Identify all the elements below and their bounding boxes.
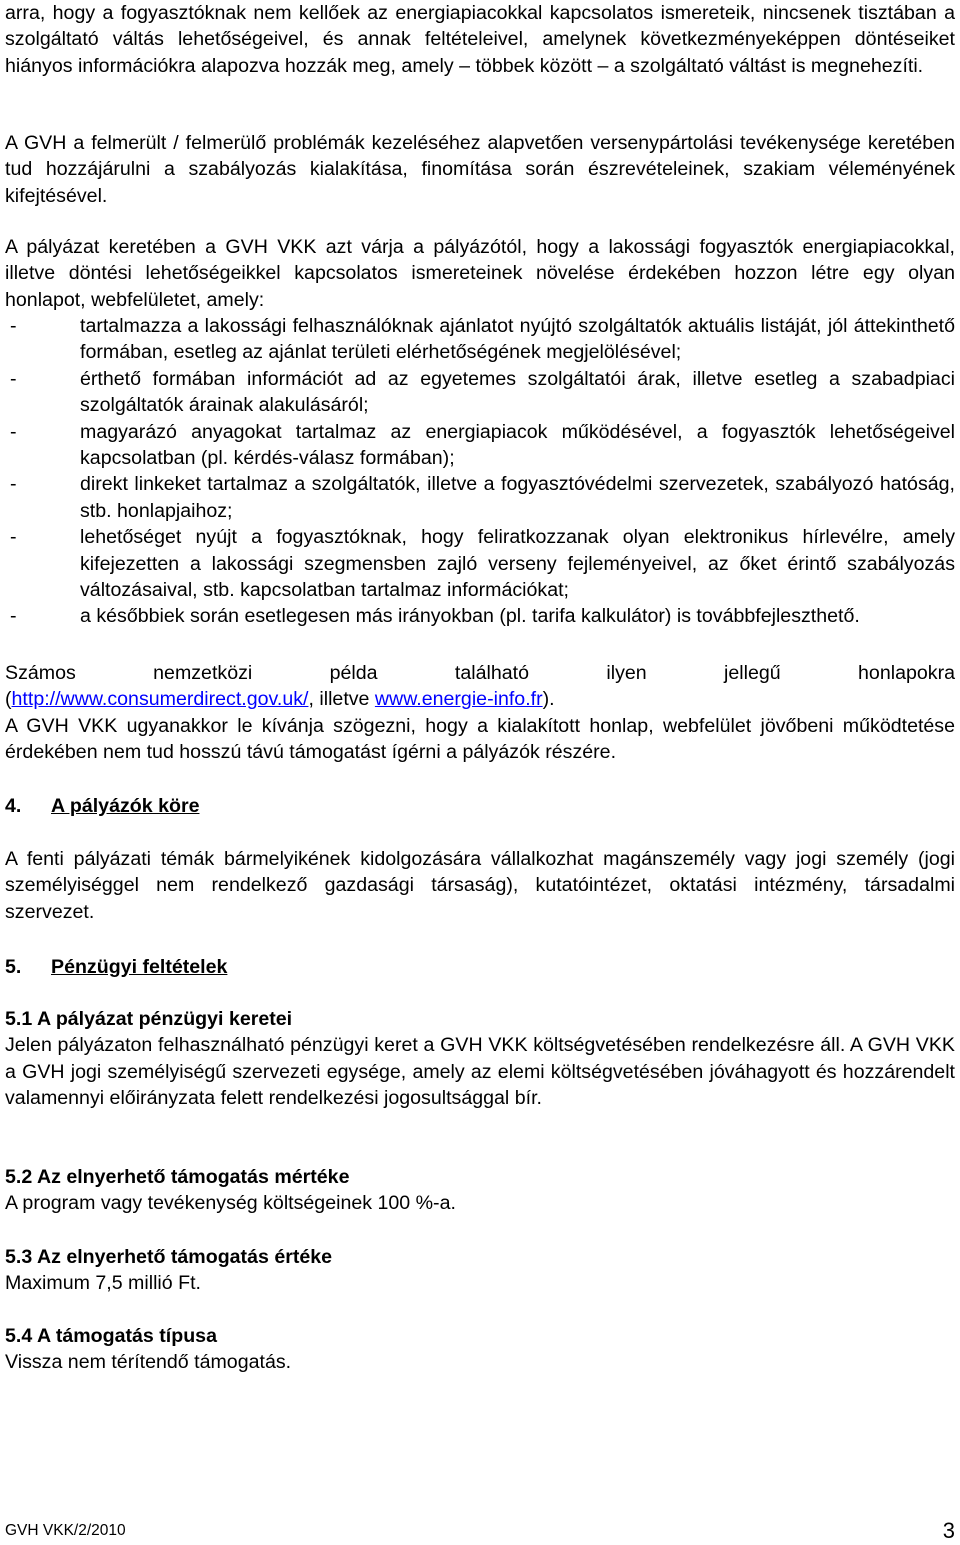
list-dash: -: [10, 315, 17, 337]
consumerdirect-link[interactable]: http://www.consumerdirect.gov.uk/: [11, 688, 309, 711]
subsection-text: Jelen pályázaton felhasználható pénzügyi keret a GVH VKK költségvetésében rendelkezésre áll. A GVH VKK a GVH jogi személyiségű szervezeti egysége, amely az elemi költségvetésében jóváhagyott és hozzárendelt valamennyi előirányzata felett rendelkezési jogosultsággal bír.: [5, 1034, 955, 1110]
list-item: [5, 603, 955, 629]
subsection-title: 5.4 A támogatás típusa: [5, 1325, 217, 1347]
list-item-text: érthető formában információt ad az egyetemes szolgáltatói árak, illetve esetleg a szabadpiaci szolgáltatók árainak alakulásáról;: [80, 367, 955, 417]
section-title: Pénzügyi feltételek: [51, 956, 228, 978]
requirements-list-block: [5, 313, 955, 630]
intro-paragraph-3: [5, 234, 955, 313]
subsection-5-4: [5, 1323, 955, 1376]
section-4-heading: [5, 793, 955, 819]
list-item: [5, 313, 955, 366]
section-number: 5.: [5, 956, 22, 978]
section-text: A fenti pályázati témák bármelyikének kidolgozására vállalkozhat magánszemély vagy jogi személy (jogi személyiséggel nem rendelkező gazdasági társaság), kutatóintézet, oktatási intézmény, társadalmi szervezet.: [5, 848, 955, 923]
list-dash: -: [10, 605, 17, 628]
section-number: 4.: [5, 795, 22, 817]
intro-text: A GVH a felmerült / felmerülő problémák kezeléséhez alapvetően versenypártolási tevékenysége keretében tud hozzájárulni a szabályozás kialakítása, finomítása során észrevételeinek, szakiam véleményének kifejtésével.: [5, 132, 955, 207]
energie-info-link[interactable]: www.energie-info.fr: [374, 688, 543, 711]
subsection-5-1: [5, 1006, 955, 1112]
list-dash: -: [10, 367, 17, 390]
examples-line: Számos nemzetközi példa található ilyen jellegű honlapokra: [5, 662, 955, 684]
subsection-5-3: [5, 1244, 955, 1297]
subsection-text: A program vagy tevékenység költségeinek 100 %-a.: [5, 1192, 456, 1215]
list-item-text: tartalmazza a lakossági felhasználóknak ajánlatot nyújtó szolgáltatók aktuális listáját, jól áttekinthető formában, esetleg az ajánlat területi elérhetőségének megjelölésével;: [80, 315, 955, 364]
subsection-5-2: [5, 1164, 955, 1217]
intro-paragraph-2: [5, 130, 955, 209]
subsection-text: Vissza nem térítendő támogatás.: [5, 1351, 292, 1374]
list-dash: -: [10, 473, 17, 496]
intro-paragraph-1: [5, 0, 955, 79]
list-item-text: a későbbiek során esetlegesen más irányokban (pl. tarifa kalkulátor) is továbbfejleszthető.: [80, 605, 860, 628]
support-note: A GVH VKK ugyanakkor le kívánja szögezni, hogy a kialakított honlap, webfelület jövőbeni működtetése érdekében nem tud hosszú távú támogatást ígérni a pályázók részére.: [5, 714, 955, 764]
section-4-body: [5, 846, 955, 925]
requirements-list: [5, 313, 955, 630]
section-title: A pályázók köre: [51, 795, 200, 817]
list-item: [5, 419, 955, 472]
list-item: [5, 366, 955, 419]
intro-text: A pályázat keretében a GVH VKK azt várja a pályázótól, hogy a lakossági fogyasztók energiapiacokkal, illetve döntési lehetőségeikkel kapcsolatos ismereteinek növelése érdekében hozzon létre egy olyan honlapot, webfelületet, amely:: [5, 236, 955, 311]
list-item: [5, 471, 955, 524]
list-item-text: direkt linkeket tartalmaz a szolgáltatók, illetve a fogyasztóvédelmi szervezetek, szabályozó hatóság, stb. honlapjaihoz;: [80, 473, 955, 522]
section-5-heading: [5, 954, 955, 980]
links-separator: , illetve: [308, 688, 375, 711]
list-dash: -: [10, 526, 17, 549]
paren-close: ).: [542, 688, 555, 711]
subsection-title: 5.2 Az elnyerhető támogatás mértéke: [5, 1166, 350, 1188]
footer-page-number: 3: [942, 1518, 955, 1543]
examples-block: [5, 660, 955, 766]
list-item-text: magyarázó anyagokat tartalmaz az energiapiacok működésével, a fogyasztók lehetőségeivel kapcsolatban (pl. kérdés-válasz formában);: [80, 420, 955, 470]
list-item: [5, 524, 955, 603]
list-item-text: lehetőséget nyújt a fogyasztóknak, hogy feliratkozzanak olyan elektronikus hírlevélre, amely kifejezetten a lakossági szegmensben zajló verseny fejleményeivel, az őket érintő szabályozás változásaival, stb. kapcsolatban tartalmaz információkat;: [80, 526, 955, 602]
intro-text: arra, hogy a fogyasztóknak nem kellőek az energiapiacokkal kapcsolatos ismereteik, nincsenek tisztában a szolgáltató váltás lehetőségeivel, és annak feltételeivel, amelynek következményeképpen döntéseiket hiányos információkra alapozva hozzák meg, amely – többek között – a szolgáltató váltást is megnehezíti.: [5, 2, 955, 77]
list-dash: -: [10, 420, 17, 443]
footer-doc-id: GVH VKK/2/2010: [5, 1522, 126, 1539]
subsection-text: Maximum 7,5 millió Ft.: [5, 1272, 201, 1295]
subsection-title: 5.3 Az elnyerhető támogatás értéke: [5, 1246, 333, 1268]
paren-open: (: [5, 688, 12, 711]
examples-links-line: [5, 686, 955, 712]
subsection-title: 5.1 A pályázat pénzügyi keretei: [5, 1008, 293, 1030]
